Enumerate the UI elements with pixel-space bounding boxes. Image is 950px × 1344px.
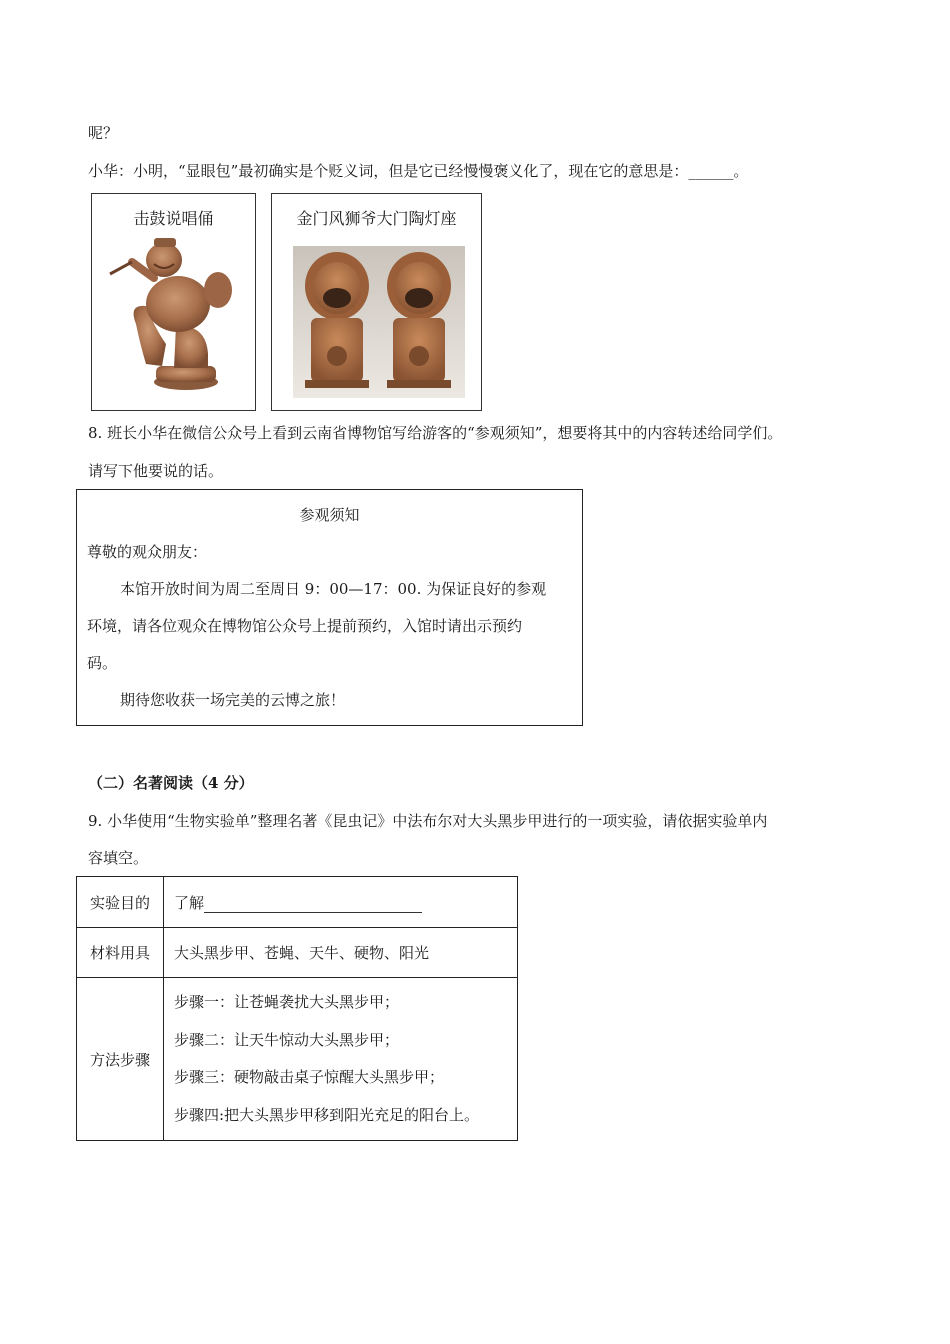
visitor-notice-box [76, 489, 583, 726]
wind-lion-lamp-image [293, 246, 465, 398]
notice-greeting: 尊敬的观众朋友： [87, 543, 208, 561]
step-item: 步骤一：让苍蝇袭扰大头黑步甲； [174, 993, 400, 1011]
notice-body-line-3: 码。 [87, 654, 118, 672]
notice-body-line-1: 本馆开放时间为周二至周日 9：00—17：00. 为保证良好的参观 [120, 580, 547, 598]
q8-line-1: 8. 班长小华在微信公众号上看到云南省博物馆写给游客的“参观须知”，想要将其中的内容转述给同学们。 [88, 424, 783, 442]
materials-label: 材料用具 [77, 928, 164, 978]
image-card-title: 击鼓说唱俑 [133, 209, 214, 228]
section-heading: （二）名著阅读（4 分） [88, 774, 254, 792]
drum-figurine-image [106, 234, 241, 394]
step-item: 步骤二：让天牛惊动大头黑步甲； [174, 1030, 400, 1049]
image-card-drum-figurine [91, 193, 256, 411]
notice-body-line-2: 环境，请各位观众在博物馆公众号上提前预约，入馆时请出示预约 [87, 617, 523, 635]
q9-line-1: 9. 小华使用“生物实验单”整理名著《昆虫记》中法布尔对大头黑步甲进行的一项实验，请依据实验单内 [88, 812, 768, 830]
table-row [77, 877, 518, 928]
materials-value: 大头黑步甲、苍蝇、天牛、硬物、阳光 [164, 928, 518, 978]
experiment-table [76, 876, 518, 1141]
image-card-title: 金门风狮爷大门陶灯座 [296, 209, 457, 228]
q7-line-2: 小华：小明，“显眼包”最初确实是个贬义词，但是它已经慢慢褒义化了，现在它的意思是：______。 [88, 162, 749, 180]
notice-closing: 期待您收获一场完美的云博之旅！ [120, 691, 346, 709]
method-label: 方法步骤 [77, 978, 164, 1141]
table-row [77, 978, 518, 1141]
table-row [77, 928, 518, 978]
purpose-value: 了解 [174, 893, 205, 912]
step-item: 步骤三：硬物敲击桌子惊醒大头黑步甲； [174, 1068, 445, 1086]
notice-title: 参观须知 [299, 506, 360, 524]
q9-line-2: 容填空。 [88, 849, 149, 867]
image-card-wind-lion-lamp [271, 193, 482, 411]
q7-line-1: 呢？ [88, 124, 119, 142]
q8-line-2: 请写下他要说的话。 [88, 462, 224, 480]
purpose-label: 实验目的 [77, 877, 164, 928]
step-item: 步骤四:把大头黑步甲移到阳光充足的阳台上。 [174, 1105, 480, 1124]
purpose-answer-blank[interactable] [204, 894, 422, 913]
method-steps [164, 978, 518, 1141]
purpose-cell [164, 877, 518, 928]
